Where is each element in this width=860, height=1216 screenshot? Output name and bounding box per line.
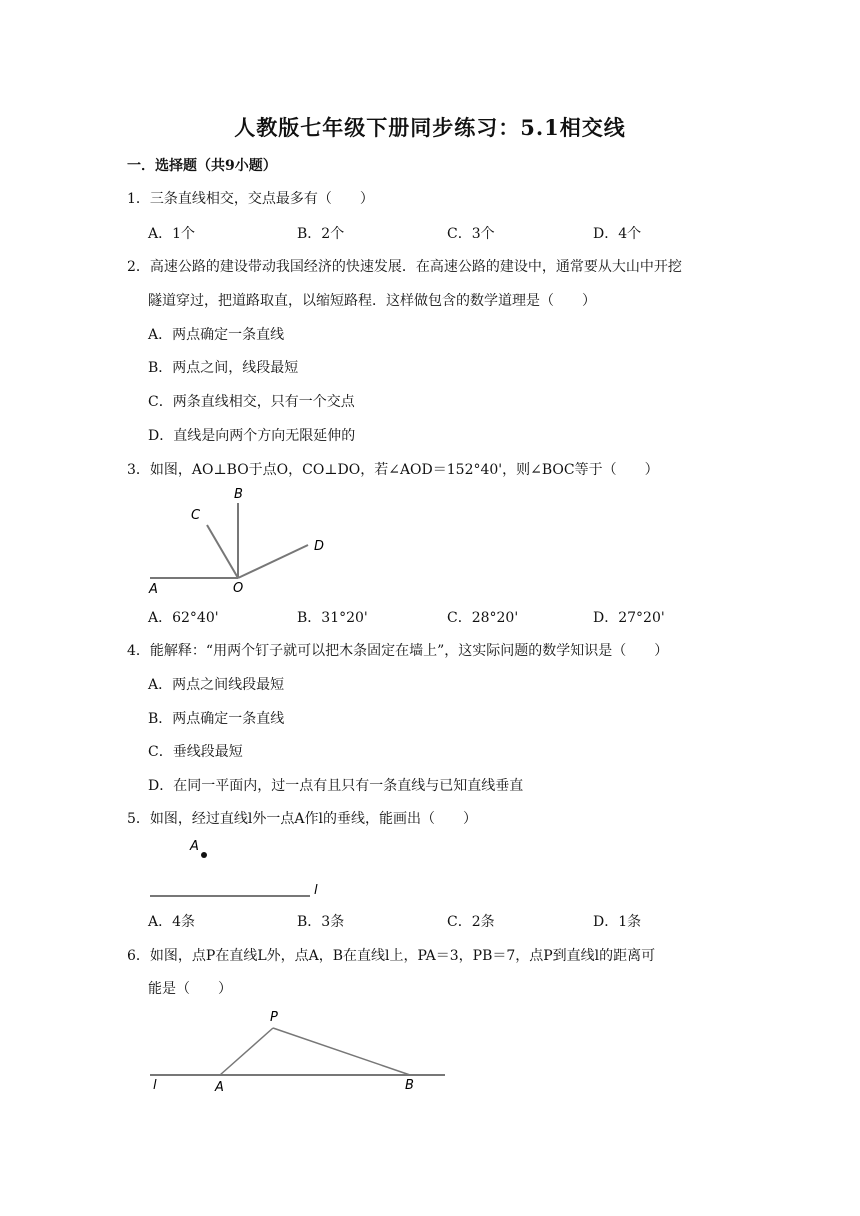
label-d: D [314, 539, 325, 554]
q2-option-c: C．两条直线相交，只有一个交点 [148, 394, 355, 410]
q3-option-a: A．62°40' [148, 610, 219, 626]
point-line-figure [140, 832, 340, 907]
question-2-stem-line1: 2．高速公路的建设带动我国经济的快速发展．在高速公路的建设中，通常要从大山中开挖 [127, 259, 682, 275]
question-2-stem-line2: 隧道穿过，把道路取直，以缩短路程．这样做包含的数学道理是（ ） [148, 293, 596, 309]
label-point-a: A [190, 839, 199, 854]
q4-option-b: B．两点确定一条直线 [148, 711, 285, 727]
q5-option-c: C．2条 [447, 914, 495, 930]
q1-option-b: B．2个 [297, 226, 345, 242]
section-heading: 一．选择题（共9小题） [127, 158, 277, 174]
question-1-stem: 1．三条直线相交，交点最多有（ ） [127, 191, 374, 207]
page-title: 人教版七年级下册同步练习：5.1相交线 [234, 115, 626, 140]
q2-option-a: A．两点确定一条直线 [148, 327, 285, 343]
q5-option-a: A．4条 [148, 914, 196, 930]
q4-option-d: D．在同一平面内，过一点有且只有一条直线与已知直线垂直 [148, 778, 524, 794]
label-line-l: l [314, 883, 318, 898]
q1-option-a: A．1个 [148, 226, 196, 242]
q1-option-c: C．3个 [447, 226, 495, 242]
q3-option-c: C．28°20' [447, 610, 519, 626]
q2-option-d: D．直线是向两个方向无限延伸的 [148, 428, 356, 444]
question-3-stem: 3．如图，AO⊥BO于点O，CO⊥DO，若∠AOD＝152°40'，则∠BOC等于（ ） [127, 462, 659, 478]
label-o: O [233, 581, 244, 596]
label-b: B [405, 1078, 414, 1093]
question-6-stem-line2: 能是（ ） [148, 981, 232, 997]
q4-option-a: A．两点之间线段最短 [148, 677, 285, 693]
label-a: A [215, 1080, 224, 1095]
q1-option-d: D．4个 [593, 226, 642, 242]
q2-option-b: B．两点之间，线段最短 [148, 360, 299, 376]
question-5-stem: 5．如图，经过直线l外一点A作l的垂线，能画出（ ） [127, 811, 477, 827]
label-l: l [153, 1078, 157, 1093]
q3-option-d: D．27°20' [593, 610, 665, 626]
angle-figure [140, 483, 340, 598]
question-4-stem: 4．能解释：“用两个钉子就可以把木条固定在墙上”，这实际问题的数学知识是（ ） [127, 643, 669, 659]
question-6-stem-line1: 6．如图，点P在直线L外，点A，B在直线l上，PA＝3，PB＝7，点P到直线l的距离可 [127, 948, 656, 964]
q4-option-c: C．垂线段最短 [148, 744, 243, 760]
triangle-figure [145, 1003, 455, 1098]
q3-option-b: B．31°20' [297, 610, 368, 626]
label-b: B [234, 487, 243, 502]
label-p: P [270, 1010, 278, 1025]
label-c: C [191, 508, 201, 523]
q5-option-b: B．3条 [297, 914, 345, 930]
label-a: A [149, 582, 158, 597]
q5-option-d: D．1条 [593, 914, 642, 930]
